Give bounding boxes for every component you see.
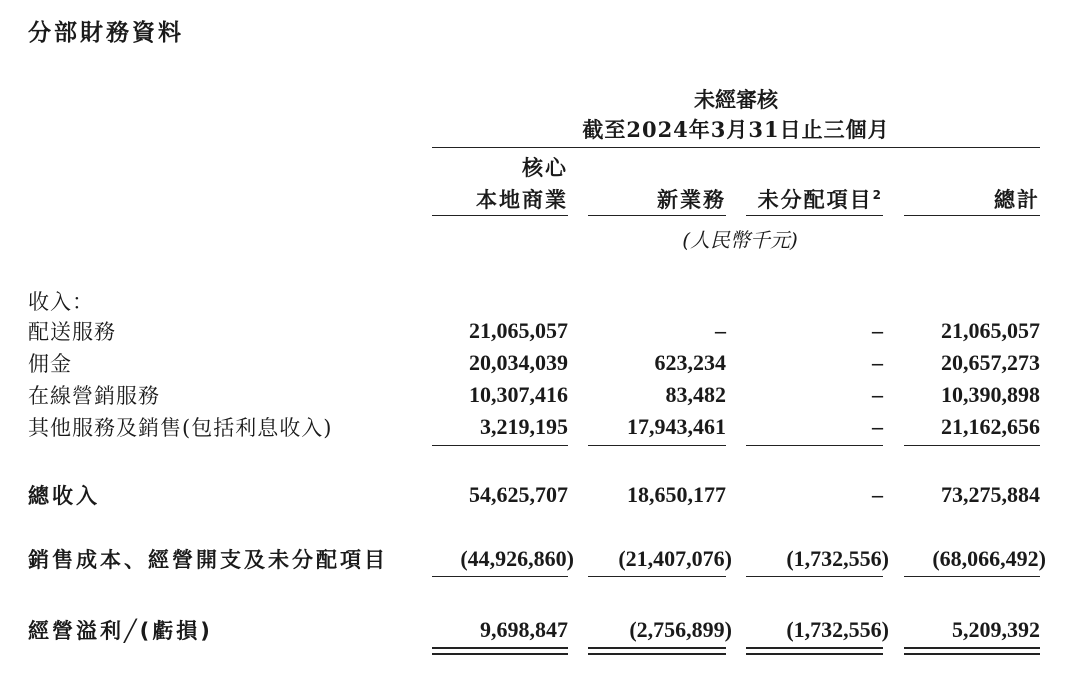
row-label-online-marketing: 在線營銷服務 [28,384,160,408]
audit-status-header: 未經審核 [694,88,778,112]
value-marketing-unallocated: – [872,382,883,407]
double-rule-unallocated [746,647,883,655]
value-commission-unallocated: – [872,350,883,375]
value-delivery-unallocated: – [872,318,883,343]
column-header-core: 本地商業 [476,188,568,212]
currency-unit: (人民幣千元) [682,228,798,252]
subtotal-rule-core [432,445,568,446]
value-total-revenue-new: 18,650,177 [627,482,726,507]
value-delivery-total: 21,065,057 [941,318,1040,343]
row-label-delivery: 配送服務 [28,320,116,344]
cost-rule-total [904,576,1040,577]
value-total-revenue-unallocated: – [872,482,883,507]
value-total-revenue-core: 54,625,707 [469,482,568,507]
subtotal-rule-unallocated [746,445,883,446]
column-rule-core [432,215,568,216]
column-header-total: 總計 [994,188,1040,212]
value-costs-unallocated: (1,732,556) [786,546,889,571]
column-header-core-line1: 核心 [522,156,568,180]
row-label-commission: 佣金 [28,352,72,376]
row-label-other-services: 其他服務及銷售(包括利息收入) [28,416,333,440]
value-delivery-core: 21,065,057 [469,318,568,343]
row-label-operating-profit: 經營溢利╱(虧損) [28,619,213,643]
column-rule-total [904,215,1040,216]
row-label-costs: 銷售成本、經營開支及未分配項目 [28,548,388,572]
value-commission-total: 20,657,273 [941,350,1040,375]
value-operating-profit-new: (2,756,899) [629,617,732,642]
value-marketing-core: 10,307,416 [469,382,568,407]
subtotal-rule-new [588,445,726,446]
double-rule-total [904,647,1040,655]
value-costs-core: (44,926,860) [460,546,574,571]
header-rule [432,147,1040,148]
value-costs-total: (68,066,492) [932,546,1046,571]
revenue-heading: 收入： [28,290,94,314]
value-operating-profit-core: 9,698,847 [480,617,568,642]
subtotal-rule-total [904,445,1040,446]
cost-rule-unallocated [746,576,883,577]
column-header-unallocated: 未分配項目$^2$ [757,188,883,212]
column-rule-new-initiatives [588,215,726,216]
column-rule-unallocated [746,215,883,216]
cost-rule-core [432,576,568,577]
double-rule-new [588,647,726,655]
value-other-unallocated: – [872,414,883,439]
value-commission-new: 623,234 [654,350,726,375]
value-other-core: 3,219,195 [480,414,568,439]
column-header-new-initiatives: 新業務 [657,188,726,212]
value-operating-profit-total: 5,209,392 [952,617,1040,642]
value-commission-core: 20,034,039 [469,350,568,375]
value-total-revenue-total: 73,275,884 [941,482,1040,507]
value-operating-profit-unallocated: (1,732,556) [786,617,889,642]
value-costs-new: (21,407,076) [618,546,732,571]
value-other-new: 17,943,461 [627,414,726,439]
cost-rule-new [588,576,726,577]
value-marketing-new: 83,482 [665,382,726,407]
row-label-total-revenue: 總收入 [28,484,100,508]
value-marketing-total: 10,390,898 [941,382,1040,407]
period-header: 截至2024年3月31日止三個月 [582,117,890,142]
value-delivery-new: – [715,318,726,343]
double-rule-core [432,647,568,655]
page-title: 分部財務資料 [28,20,184,46]
value-other-total: 21,162,656 [941,414,1040,439]
